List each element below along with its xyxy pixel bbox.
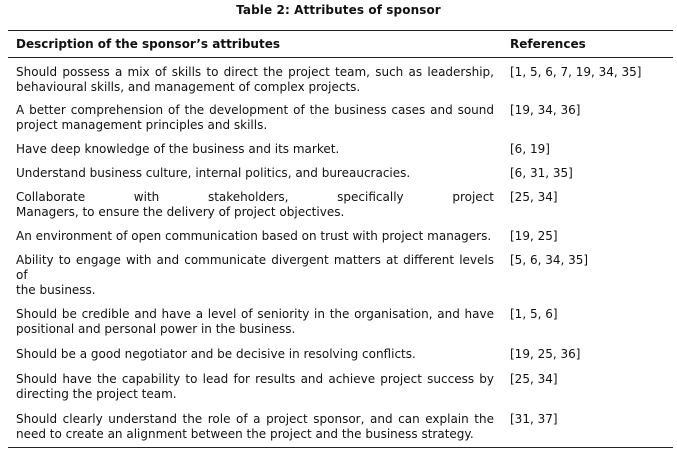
table-row	[8, 303, 673, 342]
table-header-row	[8, 31, 673, 58]
cell-description	[8, 347, 502, 362]
description-line: positional and personal power in the business.	[16, 322, 296, 336]
description-line: project management principles and skills.	[16, 118, 268, 132]
description-line: Collaborate with stakeholders, specifically project	[16, 190, 494, 204]
table-row	[8, 58, 673, 99]
description-line: Managers, to ensure the delivery of project objectives.	[16, 205, 345, 219]
table-row	[8, 367, 673, 407]
cell-references: [6, 31, 35]	[510, 166, 573, 180]
description-line: Have deep knowledge of the business and its market.	[16, 142, 340, 156]
description-line: An environment of open communication based on trust with project managers.	[16, 229, 492, 243]
cell-description	[8, 307, 502, 337]
description-line: Should have the capability to lead for results and achieve project success by	[16, 372, 494, 386]
description-line: Ability to engage with and communicate divergent matters at different levels of	[16, 253, 494, 282]
cell-references: [25, 34]	[510, 372, 558, 386]
description-line: Should possess a mix of skills to direct the project team, such as leadership,	[16, 65, 494, 79]
table-row	[8, 249, 673, 303]
cell-description	[8, 166, 502, 181]
cell-description	[8, 372, 502, 402]
description-line: Understand business culture, internal politics, and bureaucracies.	[16, 166, 411, 180]
cell-description	[8, 65, 502, 95]
table-row	[8, 162, 673, 186]
description-line: Should clearly understand the role of a project sponsor, and can explain the	[16, 412, 494, 426]
cell-references: [6, 19]	[510, 142, 550, 156]
table-row	[8, 407, 673, 447]
description-line: Should be a good negotiator and be decisive in resolving conflicts.	[16, 347, 416, 361]
table-row	[8, 138, 673, 162]
description-line: behavioural skills, and management of complex projects.	[16, 80, 361, 94]
cell-description	[8, 103, 502, 133]
cell-description	[8, 142, 502, 157]
cell-references: [19, 25]	[510, 229, 558, 243]
description-line: the business.	[16, 283, 96, 297]
description-line: Should be credible and have a level of seniority in the organisation, and have	[16, 307, 494, 321]
cell-description	[8, 190, 502, 220]
cell-references: [1, 5, 6, 7, 19, 34, 35]	[510, 65, 642, 79]
table-row	[8, 186, 673, 225]
table-row	[8, 225, 673, 249]
cell-references: [19, 34, 36]	[510, 103, 581, 117]
cell-references: [5, 6, 34, 35]	[510, 253, 589, 267]
cell-description	[8, 229, 502, 244]
column-header-description: Description of the sponsor’s attributes	[16, 37, 280, 51]
table-body	[8, 58, 673, 447]
table-row	[8, 342, 673, 367]
column-header-references: References	[510, 37, 586, 51]
description-line: directing the project team.	[16, 387, 177, 401]
description-line: A better comprehension of the development of the business cases and sound	[16, 103, 494, 117]
cell-references: [31, 37]	[510, 412, 558, 426]
table-row	[8, 99, 673, 138]
table-caption: Table 2: Attributes of sponsor	[236, 3, 441, 17]
description-line: need to create an alignment between the project and the business strategy.	[16, 427, 474, 441]
cell-references: [1, 5, 6]	[510, 307, 558, 321]
cell-description	[8, 412, 502, 442]
cell-description	[8, 253, 502, 298]
cell-references: [25, 34]	[510, 190, 558, 204]
sponsor-attributes-table	[8, 30, 673, 448]
cell-references: [19, 25, 36]	[510, 347, 581, 361]
